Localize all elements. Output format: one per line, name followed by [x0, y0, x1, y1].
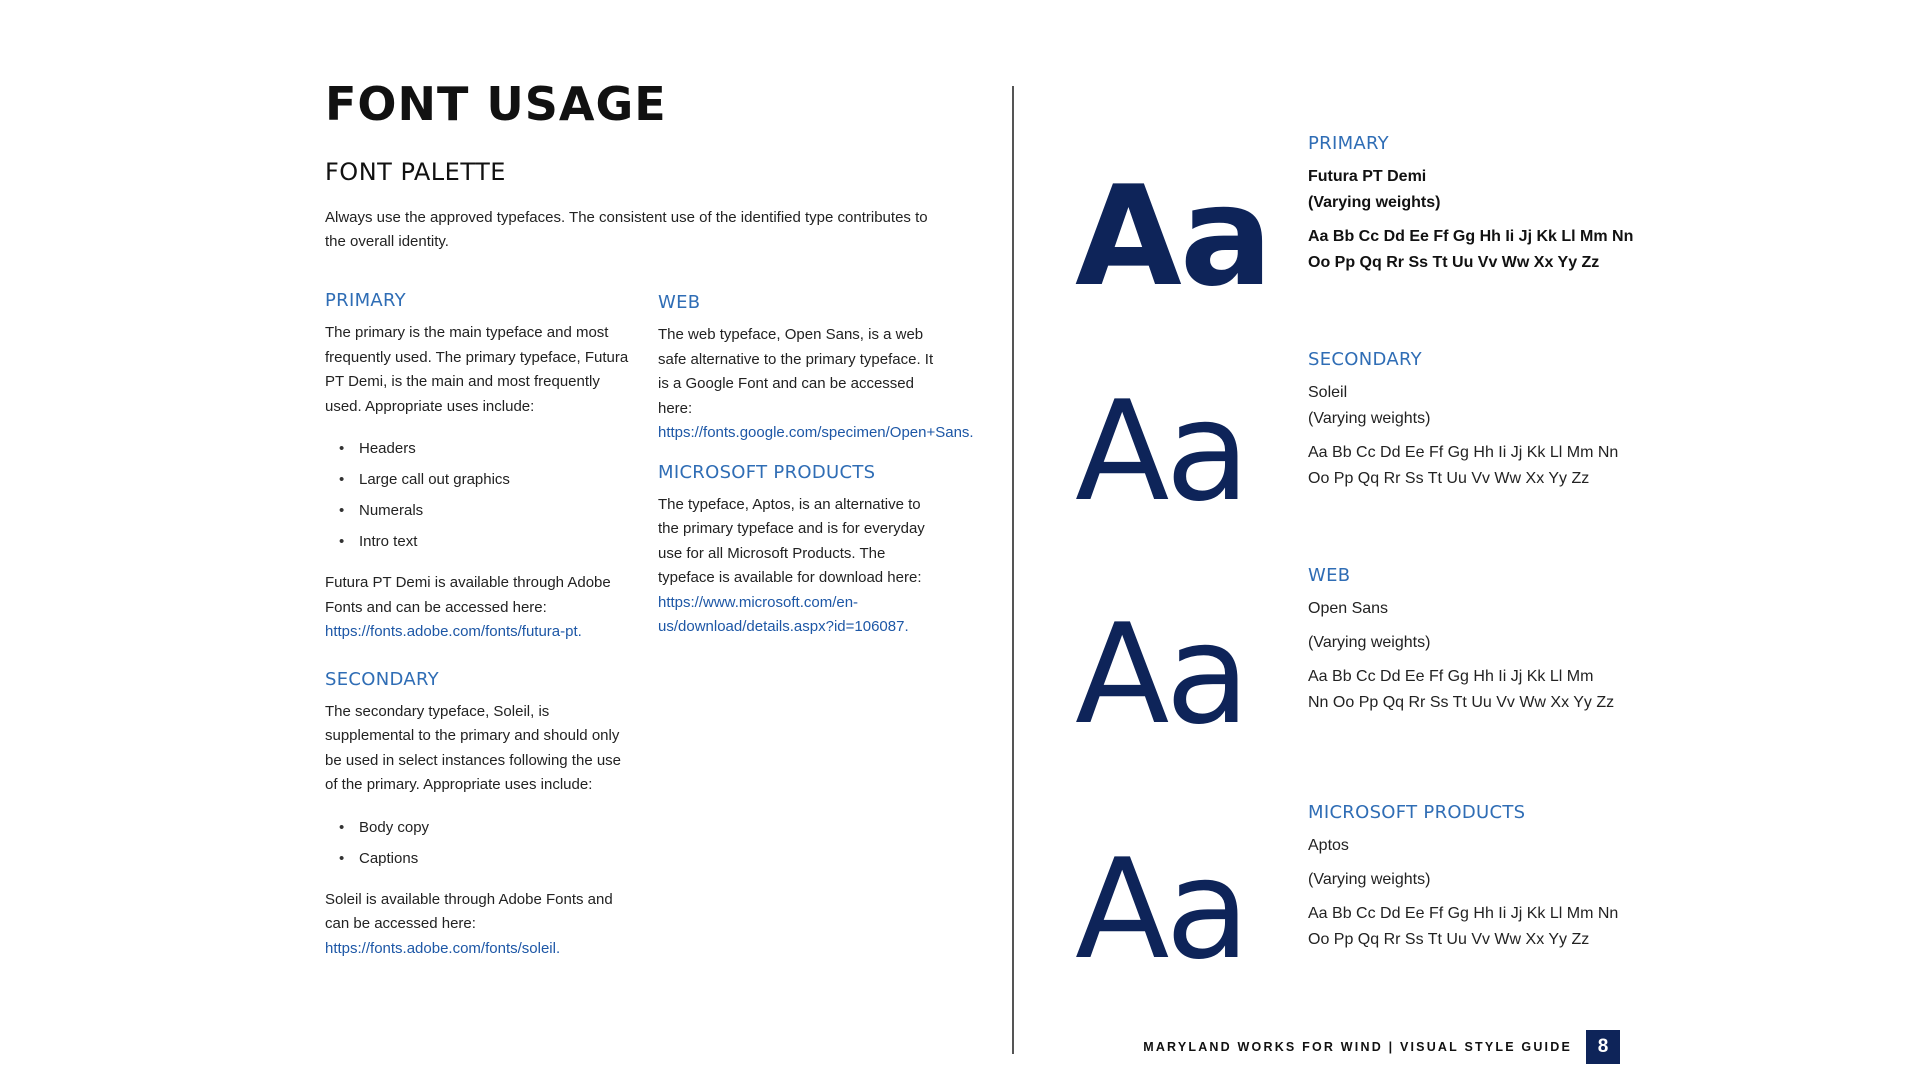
microsoft-font-block — [1308, 802, 1648, 953]
microsoft-description-text: The typeface, Aptos, is an alternative to the primary typeface and is for everyday use for all Microsoft Products. The typeface is available for download here: — [658, 495, 925, 586]
primary-specimen-heading: PRIMARY — [1308, 133, 1389, 154]
web-description-text: The web typeface, Open Sans, is a web safe alternative to the primary typeface. It is a Google Font and can be accessed here: — [658, 326, 934, 417]
web-font-block — [1308, 565, 1648, 716]
list-item: • Intro text — [339, 526, 630, 557]
web-alphabet-line-1: Aa Bb Cc Dd Ee Ff Gg Hh Ii Jj Kk Ll Mm — [1308, 668, 1594, 685]
secondary-specimen-heading: SECONDARY — [1308, 349, 1422, 370]
primary-availability — [325, 571, 630, 645]
secondary-font-name: Soleil — [1308, 384, 1348, 401]
secondary-alphabet-line-1: Aa Bb Cc Dd Ee Ff Gg Hh Ii Jj Kk Ll Mm Nn — [1308, 444, 1619, 461]
primary-alphabet-line-2: Oo Pp Qq Rr Ss Tt Uu Vv Ww Xx Yy Zz — [1308, 254, 1600, 271]
primary-font-weights: (Varying weights) — [1308, 194, 1441, 211]
footer-text: MARYLAND WORKS FOR WIND | VISUAL STYLE GUIDE — [1143, 1040, 1572, 1054]
middle-column — [658, 292, 974, 640]
secondary-specimen-glyph: Aa — [1075, 371, 1246, 532]
secondary-alphabet-line-2: Oo Pp Qq Rr Ss Tt Uu Vv Ww Xx Yy Zz — [1308, 470, 1590, 487]
web-heading: WEB — [658, 292, 701, 313]
web-description — [658, 323, 974, 446]
primary-section — [325, 290, 630, 645]
secondary-availability-text: Soleil is available through Adobe Fonts and can be accessed here: — [325, 890, 613, 932]
soleil-link[interactable]: https://fonts.adobe.com/fonts/soleil. — [325, 939, 561, 957]
intro-text: Always use the approved typefaces. The consistent use of the identified type contributes to the overall identity. — [325, 209, 928, 250]
primary-heading: PRIMARY — [325, 290, 406, 311]
web-font-name: Open Sans — [1308, 600, 1389, 617]
page-title: FONT USAGE — [325, 77, 667, 131]
list-item: • Captions — [339, 843, 630, 874]
list-item: • Numerals — [339, 495, 630, 526]
web-specimen-heading: WEB — [1308, 565, 1351, 586]
section-title: FONT PALETTE — [325, 158, 506, 186]
list-item: • Large call out graphics — [339, 464, 630, 495]
primary-alphabet-line-1: Aa Bb Cc Dd Ee Ff Gg Hh Ii Jj Kk Ll Mm Nn — [1308, 228, 1634, 245]
microsoft-specimen-glyph: Aa — [1075, 829, 1246, 990]
page-footer — [1143, 1030, 1620, 1064]
secondary-font-block — [1308, 349, 1648, 492]
microsoft-alphabet-line-1: Aa Bb Cc Dd Ee Ff Gg Hh Ii Jj Kk Ll Mm Nn — [1308, 905, 1619, 922]
primary-description: The primary is the main typeface and most frequently used. The primary typeface, Futura PT Demi, is the main and most frequently used. Appropriate uses include: — [325, 324, 629, 415]
microsoft-font-name: Aptos — [1308, 837, 1349, 854]
primary-font-name: Futura PT Demi — [1308, 168, 1427, 185]
left-column — [325, 290, 630, 961]
microsoft-description — [658, 493, 938, 640]
secondary-availability — [325, 888, 630, 962]
list-item: • Body copy — [339, 812, 630, 843]
vertical-divider — [1012, 86, 1014, 1054]
secondary-font-weights: (Varying weights) — [1308, 410, 1431, 427]
open-sans-link[interactable]: https://fonts.google.com/specimen/Open+Sans. — [658, 424, 974, 441]
secondary-description: The secondary typeface, Soleil, is supplemental to the primary and should only be used in select instances following the use of the primary. Appropriate uses include: — [325, 702, 622, 793]
microsoft-section — [658, 462, 938, 640]
web-specimen-glyph: Aa — [1075, 594, 1246, 755]
list-item: • Headers — [339, 433, 630, 464]
web-alphabet-line-2: Nn Oo Pp Qq Rr Ss Tt Uu Vv Ww Xx Yy Zz — [1308, 694, 1615, 711]
futura-link[interactable]: https://fonts.adobe.com/fonts/futura-pt. — [325, 623, 582, 640]
primary-availability-text: Futura PT Demi is available through Adobe Fonts and can be accessed here: — [325, 574, 611, 616]
microsoft-specimen-heading: MICROSOFT PRODUCTS — [1308, 802, 1526, 823]
primary-specimen-glyph: Aa — [1075, 156, 1271, 317]
secondary-uses-list — [325, 812, 630, 874]
page-number-badge: 8 — [1586, 1030, 1620, 1064]
microsoft-heading: MICROSOFT PRODUCTS — [658, 461, 876, 483]
microsoft-alphabet-line-2: Oo Pp Qq Rr Ss Tt Uu Vv Ww Xx Yy Zz — [1308, 931, 1590, 948]
web-section — [658, 292, 974, 446]
secondary-heading: SECONDARY — [325, 668, 439, 690]
primary-font-block — [1308, 133, 1648, 276]
microsoft-font-weights: (Varying weights) — [1308, 871, 1431, 888]
web-font-weights: (Varying weights) — [1308, 634, 1431, 651]
primary-uses-list — [325, 433, 630, 557]
secondary-section — [325, 669, 630, 962]
aptos-link[interactable]: https://www.microsoft.com/en-us/download/details.aspx?id=106087. — [658, 593, 909, 635]
